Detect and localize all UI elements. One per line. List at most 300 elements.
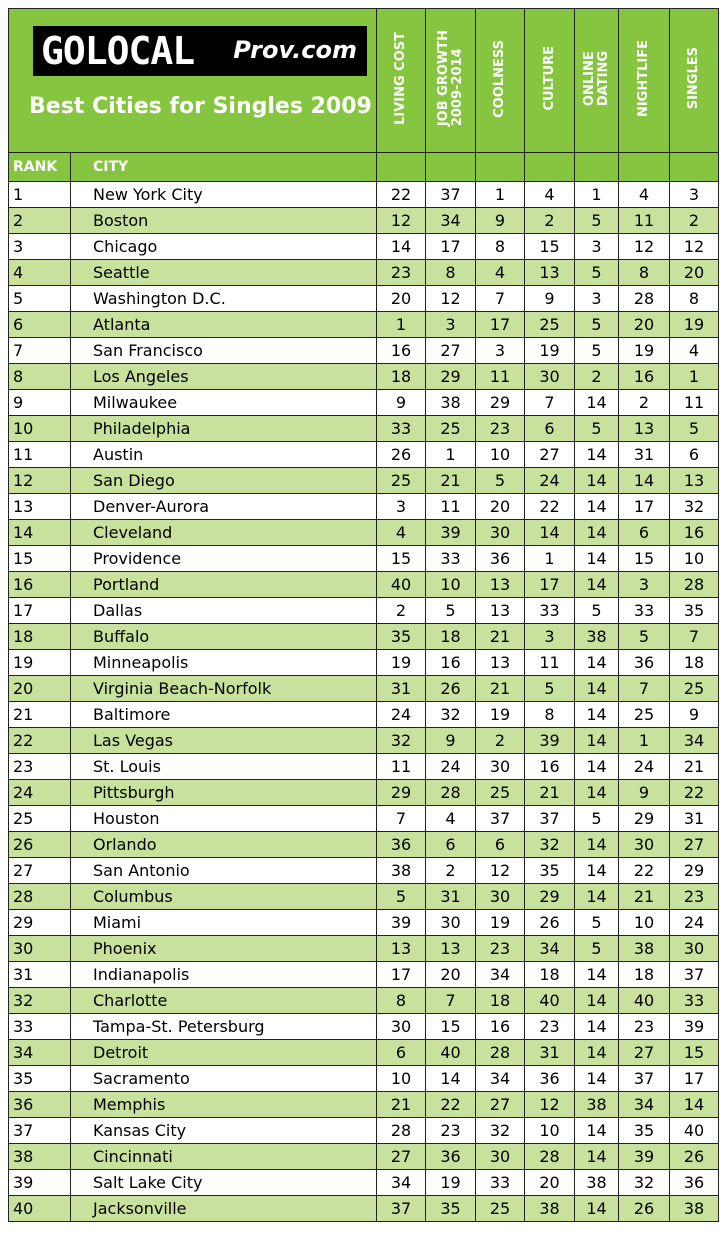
online-dating-cell: 14 (575, 884, 619, 910)
culture-cell: 31 (525, 1040, 575, 1066)
city-cell: San Antonio (71, 858, 377, 884)
city-cell: Kansas City (71, 1118, 377, 1144)
living-cost-cell: 1 (377, 312, 426, 338)
job-growth-cell: 33 (426, 546, 476, 572)
living-cost-cell: 39 (377, 910, 426, 936)
city-cell: Philadelphia (71, 416, 377, 442)
living-cost-cell: 36 (377, 832, 426, 858)
culture-cell: 25 (525, 312, 575, 338)
nightlife-cell: 31 (619, 442, 670, 468)
job-growth-cell: 17 (426, 234, 476, 260)
living-cost-cell: 27 (377, 1144, 426, 1170)
city-cell: Milwaukee (71, 390, 377, 416)
rank-cell: 3 (9, 234, 71, 260)
nightlife-cell: 40 (619, 988, 670, 1014)
job-growth-cell: 35 (426, 1196, 476, 1222)
city-cell: Cleveland (71, 520, 377, 546)
culture-cell: 18 (525, 962, 575, 988)
culture-cell: 33 (525, 598, 575, 624)
nightlife-cell: 3 (619, 572, 670, 598)
city-cell: Detroit (71, 1040, 377, 1066)
city-cell: Providence (71, 546, 377, 572)
rank-cell: 38 (9, 1144, 71, 1170)
culture-cell: 24 (525, 468, 575, 494)
singles-cell: 14 (670, 1092, 719, 1118)
city-cell: Cincinnati (71, 1144, 377, 1170)
page-title: Best Cities for Singles 2009 (29, 94, 372, 119)
culture-cell: 11 (525, 650, 575, 676)
job-growth-cell: 31 (426, 884, 476, 910)
coolness-cell: 7 (476, 286, 525, 312)
culture-cell: 13 (525, 260, 575, 286)
table-row (9, 286, 719, 312)
table-row (9, 1066, 719, 1092)
rank-cell: 21 (9, 702, 71, 728)
table-row (9, 468, 719, 494)
singles-cell: 23 (670, 884, 719, 910)
singles-cell: 32 (670, 494, 719, 520)
online-dating-cell: 5 (575, 338, 619, 364)
nightlife-cell: 4 (619, 182, 670, 208)
table-row (9, 546, 719, 572)
col-header-spacer (426, 153, 476, 182)
nightlife-cell: 37 (619, 1066, 670, 1092)
living-cost-cell: 23 (377, 260, 426, 286)
living-cost-cell: 21 (377, 1092, 426, 1118)
online-dating-cell: 1 (575, 182, 619, 208)
job-growth-cell: 26 (426, 676, 476, 702)
rank-cell: 28 (9, 884, 71, 910)
nightlife-cell: 10 (619, 910, 670, 936)
nightlife-cell: 25 (619, 702, 670, 728)
nightlife-cell: 13 (619, 416, 670, 442)
table-row (9, 1196, 719, 1222)
coolness-cell: 9 (476, 208, 525, 234)
singles-cell: 9 (670, 702, 719, 728)
table-row (9, 234, 719, 260)
coolness-cell: 25 (476, 780, 525, 806)
living-cost-cell: 28 (377, 1118, 426, 1144)
online-dating-cell: 38 (575, 624, 619, 650)
nightlife-cell: 36 (619, 650, 670, 676)
singles-cell: 24 (670, 910, 719, 936)
singles-cell: 29 (670, 858, 719, 884)
living-cost-cell: 6 (377, 1040, 426, 1066)
nightlife-cell: 14 (619, 468, 670, 494)
rank-cell: 1 (9, 182, 71, 208)
singles-cell: 25 (670, 676, 719, 702)
table-row (9, 1144, 719, 1170)
job-growth-cell: 2 (426, 858, 476, 884)
online-dating-cell: 14 (575, 728, 619, 754)
living-cost-cell: 17 (377, 962, 426, 988)
col-header-spacer (525, 153, 575, 182)
city-cell: Virginia Beach-Norfolk (71, 676, 377, 702)
coolness-cell: 13 (476, 572, 525, 598)
living-cost-cell: 8 (377, 988, 426, 1014)
online-dating-cell: 14 (575, 858, 619, 884)
coolness-cell: 1 (476, 182, 525, 208)
singles-cell: 19 (670, 312, 719, 338)
city-cell: Chicago (71, 234, 377, 260)
rank-cell: 8 (9, 364, 71, 390)
online-dating-cell: 14 (575, 1144, 619, 1170)
job-growth-cell: 18 (426, 624, 476, 650)
rank-cell: 22 (9, 728, 71, 754)
online-dating-cell: 14 (575, 832, 619, 858)
nightlife-cell: 16 (619, 364, 670, 390)
rank-cell: 2 (9, 208, 71, 234)
logo-main: GOLOCAL (41, 29, 195, 73)
singles-cell: 26 (670, 1144, 719, 1170)
online-dating-cell: 14 (575, 1014, 619, 1040)
singles-cell: 8 (670, 286, 719, 312)
table-row (9, 182, 719, 208)
city-cell: Denver-Aurora (71, 494, 377, 520)
col-header-living-cost: LIVING COST (377, 9, 426, 153)
online-dating-cell: 5 (575, 260, 619, 286)
living-cost-cell: 38 (377, 858, 426, 884)
living-cost-cell: 19 (377, 650, 426, 676)
table-row (9, 208, 719, 234)
table-row (9, 780, 719, 806)
singles-cell: 36 (670, 1170, 719, 1196)
living-cost-cell: 16 (377, 338, 426, 364)
rank-cell: 14 (9, 520, 71, 546)
city-cell: Memphis (71, 1092, 377, 1118)
table-row (9, 650, 719, 676)
table-row (9, 572, 719, 598)
singles-cell: 17 (670, 1066, 719, 1092)
coolness-cell: 8 (476, 234, 525, 260)
table-row (9, 416, 719, 442)
table-row (9, 988, 719, 1014)
job-growth-cell: 16 (426, 650, 476, 676)
singles-cell: 18 (670, 650, 719, 676)
culture-cell: 29 (525, 884, 575, 910)
city-cell: Indianapolis (71, 962, 377, 988)
rank-cell: 34 (9, 1040, 71, 1066)
living-cost-cell: 18 (377, 364, 426, 390)
city-cell: Minneapolis (71, 650, 377, 676)
living-cost-cell: 32 (377, 728, 426, 754)
city-cell: New York City (71, 182, 377, 208)
coolness-cell: 5 (476, 468, 525, 494)
rank-cell: 20 (9, 676, 71, 702)
coolness-cell: 30 (476, 1144, 525, 1170)
rank-cell: 19 (9, 650, 71, 676)
singles-cell: 30 (670, 936, 719, 962)
coolness-cell: 11 (476, 364, 525, 390)
coolness-cell: 27 (476, 1092, 525, 1118)
culture-cell: 30 (525, 364, 575, 390)
col-header-city: CITY (71, 153, 377, 182)
online-dating-cell: 14 (575, 572, 619, 598)
living-cost-cell: 22 (377, 182, 426, 208)
nightlife-cell: 18 (619, 962, 670, 988)
city-cell: Miami (71, 910, 377, 936)
culture-cell: 1 (525, 546, 575, 572)
rank-cell: 27 (9, 858, 71, 884)
city-cell: Seattle (71, 260, 377, 286)
table-row (9, 1014, 719, 1040)
city-cell: Dallas (71, 598, 377, 624)
online-dating-cell: 14 (575, 1118, 619, 1144)
singles-cell: 31 (670, 806, 719, 832)
singles-cell: 1 (670, 364, 719, 390)
singles-cell: 35 (670, 598, 719, 624)
coolness-cell: 23 (476, 416, 525, 442)
table-row (9, 910, 719, 936)
coolness-cell: 37 (476, 806, 525, 832)
living-cost-cell: 13 (377, 936, 426, 962)
rank-cell: 23 (9, 754, 71, 780)
culture-cell: 36 (525, 1066, 575, 1092)
culture-cell: 35 (525, 858, 575, 884)
culture-cell: 20 (525, 1170, 575, 1196)
rank-cell: 32 (9, 988, 71, 1014)
culture-cell: 16 (525, 754, 575, 780)
nightlife-cell: 7 (619, 676, 670, 702)
living-cost-cell: 9 (377, 390, 426, 416)
coolness-cell: 25 (476, 1196, 525, 1222)
city-cell: Orlando (71, 832, 377, 858)
singles-cell: 11 (670, 390, 719, 416)
nightlife-cell: 12 (619, 234, 670, 260)
job-growth-cell: 40 (426, 1040, 476, 1066)
culture-cell: 38 (525, 1196, 575, 1222)
culture-cell: 12 (525, 1092, 575, 1118)
rank-cell: 10 (9, 416, 71, 442)
col-header-spacer (476, 153, 525, 182)
rank-cell: 29 (9, 910, 71, 936)
table-row (9, 1092, 719, 1118)
culture-cell: 3 (525, 624, 575, 650)
nightlife-cell: 21 (619, 884, 670, 910)
table-row (9, 806, 719, 832)
col-header-singles: SINGLES (670, 9, 719, 153)
job-growth-cell: 23 (426, 1118, 476, 1144)
online-dating-cell: 14 (575, 1196, 619, 1222)
job-growth-cell: 8 (426, 260, 476, 286)
online-dating-cell: 5 (575, 416, 619, 442)
online-dating-cell: 5 (575, 936, 619, 962)
culture-cell: 37 (525, 806, 575, 832)
living-cost-cell: 30 (377, 1014, 426, 1040)
coolness-cell: 6 (476, 832, 525, 858)
rank-cell: 25 (9, 806, 71, 832)
culture-cell: 9 (525, 286, 575, 312)
living-cost-cell: 20 (377, 286, 426, 312)
rank-cell: 40 (9, 1196, 71, 1222)
living-cost-cell: 35 (377, 624, 426, 650)
city-cell: Buffalo (71, 624, 377, 650)
living-cost-cell: 4 (377, 520, 426, 546)
coolness-cell: 21 (476, 624, 525, 650)
nightlife-cell: 34 (619, 1092, 670, 1118)
job-growth-cell: 38 (426, 390, 476, 416)
living-cost-cell: 29 (377, 780, 426, 806)
rank-cell: 12 (9, 468, 71, 494)
singles-cell: 4 (670, 338, 719, 364)
online-dating-cell: 14 (575, 962, 619, 988)
city-cell: Tampa-St. Petersburg (71, 1014, 377, 1040)
col-header-spacer (670, 153, 719, 182)
singles-cell: 28 (670, 572, 719, 598)
logo-sub: Prov.com (233, 36, 357, 64)
culture-cell: 23 (525, 1014, 575, 1040)
coolness-cell: 10 (476, 442, 525, 468)
living-cost-cell: 10 (377, 1066, 426, 1092)
col-header-spacer (575, 153, 619, 182)
coolness-cell: 13 (476, 650, 525, 676)
city-cell: Sacramento (71, 1066, 377, 1092)
nightlife-cell: 35 (619, 1118, 670, 1144)
job-growth-cell: 5 (426, 598, 476, 624)
col-header-rank: RANK (9, 153, 71, 182)
table-row (9, 260, 719, 286)
culture-cell: 21 (525, 780, 575, 806)
living-cost-cell: 40 (377, 572, 426, 598)
table-row (9, 312, 719, 338)
singles-cell: 21 (670, 754, 719, 780)
singles-cell: 37 (670, 962, 719, 988)
living-cost-cell: 14 (377, 234, 426, 260)
culture-cell: 5 (525, 676, 575, 702)
job-growth-cell: 12 (426, 286, 476, 312)
culture-cell: 15 (525, 234, 575, 260)
rank-cell: 31 (9, 962, 71, 988)
rank-cell: 4 (9, 260, 71, 286)
coolness-cell: 32 (476, 1118, 525, 1144)
online-dating-cell: 14 (575, 390, 619, 416)
job-growth-cell: 11 (426, 494, 476, 520)
nightlife-cell: 33 (619, 598, 670, 624)
coolness-cell: 2 (476, 728, 525, 754)
singles-cell: 10 (670, 546, 719, 572)
coolness-cell: 30 (476, 520, 525, 546)
online-dating-cell: 3 (575, 234, 619, 260)
col-header-spacer (619, 153, 670, 182)
rank-cell: 15 (9, 546, 71, 572)
nightlife-cell: 19 (619, 338, 670, 364)
rank-cell: 13 (9, 494, 71, 520)
city-cell: Portland (71, 572, 377, 598)
golocal-logo (33, 26, 367, 76)
table-row (9, 1118, 719, 1144)
job-growth-cell: 10 (426, 572, 476, 598)
singles-cell: 13 (670, 468, 719, 494)
online-dating-cell: 14 (575, 988, 619, 1014)
rank-cell: 37 (9, 1118, 71, 1144)
online-dating-cell: 14 (575, 1066, 619, 1092)
living-cost-cell: 24 (377, 702, 426, 728)
nightlife-cell: 32 (619, 1170, 670, 1196)
culture-cell: 4 (525, 182, 575, 208)
living-cost-cell: 12 (377, 208, 426, 234)
nightlife-cell: 29 (619, 806, 670, 832)
city-cell: Phoenix (71, 936, 377, 962)
nightlife-cell: 23 (619, 1014, 670, 1040)
nightlife-cell: 15 (619, 546, 670, 572)
header-banner (9, 9, 377, 153)
living-cost-cell: 37 (377, 1196, 426, 1222)
city-cell: Los Angeles (71, 364, 377, 390)
col-header-coolness: COOLNESS (476, 9, 525, 153)
nightlife-cell: 6 (619, 520, 670, 546)
online-dating-cell: 5 (575, 598, 619, 624)
singles-cell: 27 (670, 832, 719, 858)
job-growth-cell: 27 (426, 338, 476, 364)
table-row (9, 936, 719, 962)
city-cell: Pittsburgh (71, 780, 377, 806)
rank-cell: 24 (9, 780, 71, 806)
city-cell: Houston (71, 806, 377, 832)
living-cost-cell: 2 (377, 598, 426, 624)
singles-cell: 6 (670, 442, 719, 468)
col-header-job-growth: JOB GROWTH 2009-2014 (426, 9, 476, 153)
living-cost-cell: 11 (377, 754, 426, 780)
singles-cell: 2 (670, 208, 719, 234)
culture-cell: 22 (525, 494, 575, 520)
singles-cell: 40 (670, 1118, 719, 1144)
job-growth-cell: 25 (426, 416, 476, 442)
rank-cell: 16 (9, 572, 71, 598)
culture-cell: 34 (525, 936, 575, 962)
online-dating-cell: 14 (575, 1040, 619, 1066)
job-growth-cell: 1 (426, 442, 476, 468)
job-growth-cell: 37 (426, 182, 476, 208)
table-row (9, 442, 719, 468)
job-growth-cell: 21 (426, 468, 476, 494)
table-row (9, 962, 719, 988)
online-dating-cell: 14 (575, 546, 619, 572)
rank-cell: 17 (9, 598, 71, 624)
online-dating-cell: 14 (575, 520, 619, 546)
coolness-cell: 36 (476, 546, 525, 572)
city-cell: San Diego (71, 468, 377, 494)
job-growth-cell: 13 (426, 936, 476, 962)
nightlife-cell: 17 (619, 494, 670, 520)
living-cost-cell: 31 (377, 676, 426, 702)
table-row (9, 728, 719, 754)
rankings-table (8, 8, 719, 1222)
singles-cell: 39 (670, 1014, 719, 1040)
singles-cell: 3 (670, 182, 719, 208)
table-row (9, 1170, 719, 1196)
rank-cell: 7 (9, 338, 71, 364)
coolness-cell: 29 (476, 390, 525, 416)
city-cell: St. Louis (71, 754, 377, 780)
online-dating-cell: 5 (575, 312, 619, 338)
nightlife-cell: 28 (619, 286, 670, 312)
job-growth-cell: 39 (426, 520, 476, 546)
online-dating-cell: 5 (575, 910, 619, 936)
col-header-nightlife: NIGHTLIFE (619, 9, 670, 153)
coolness-cell: 30 (476, 884, 525, 910)
culture-cell: 32 (525, 832, 575, 858)
online-dating-cell: 14 (575, 676, 619, 702)
coolness-cell: 4 (476, 260, 525, 286)
culture-cell: 7 (525, 390, 575, 416)
job-growth-cell: 3 (426, 312, 476, 338)
nightlife-cell: 5 (619, 624, 670, 650)
table-row (9, 754, 719, 780)
living-cost-cell: 15 (377, 546, 426, 572)
job-growth-cell: 34 (426, 208, 476, 234)
job-growth-cell: 32 (426, 702, 476, 728)
singles-cell: 16 (670, 520, 719, 546)
